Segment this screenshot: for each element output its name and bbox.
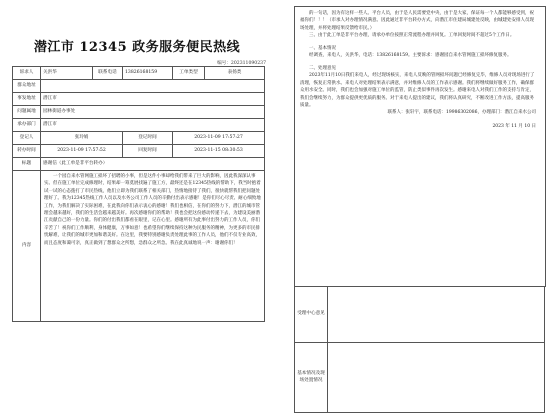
event-address-value: 潜江市 (41, 93, 265, 106)
work-order-form (12, 66, 265, 322)
section-basic-heading: 一、基本情况 (309, 45, 336, 51)
dept-label: 承办部门 (13, 119, 41, 132)
subject-value: 感谢信（此工单是非平台转办） (41, 158, 265, 171)
phone-value: 13826168159 (123, 67, 173, 80)
form-row-caller (13, 67, 265, 80)
left-page (4, 2, 270, 416)
area-label: 问题属地 (13, 106, 41, 119)
right-page (282, 2, 554, 416)
review-row (295, 287, 545, 343)
transfer-label: 转办时间 (13, 145, 41, 158)
area-value: 园林街道办事处 (41, 106, 265, 119)
feedback-row (295, 343, 545, 413)
register-time-value: 2023-11-09 17:57:27 (173, 132, 265, 145)
form-row-event (13, 93, 265, 106)
deadline-label: 回复时间 (123, 145, 173, 158)
document-title: 潜江市 12345 政务服务便民热线 (33, 40, 241, 55)
form-row-transfer (13, 145, 265, 158)
review-value (328, 287, 545, 343)
content-text: 一个园自来水管网施工损坏了招聘的小事，但是这件小事却给我们带来了巨大的影响，因此我深深认事实。但在施工单位完成修理时，结果却一筹莫展找遍了施工方，最终还是在12345热线的帮助下，我当时抱着试一试的心态拨打了市民热线，他们立即为我们联系了相关部门，热情地接待了我们，很快就帮我们把问题处理好了。我为12345热线工作人员以及水务公司工作人员的辛勤付出表示感谢！是你们尽心尽责、耐心细致地工作，为我们解决了实际困难，在此我向你们表示衷心的感谢！我们也相信，在你们的努力下，潜江的城市管理会越来越好，我们的生活会越来越美好。再次感谢你们的帮助！我也会把这份感动传递下去，为建设美丽潜江贡献自己的一份力量。你们的付出我们都看在眼里，记在心里。感谢所有为此事付出努力的工作人员，你们辛苦了！祝你们工作顺利，身体健康，万事如意！也希望你们继续保持这种为民服务的精神，为更多的市民排忧解难，让我们的城市更加和谐美好。在这里，我要特别感谢负责处理此事的工作人员，他们不仅专业高效，而且态度和蔼可亲，真正做到了想群众之所想，急群众之所急。我在此真诚地说一声：谢谢你们！ (44, 174, 261, 246)
event-address-label: 事发地址 (13, 93, 41, 106)
registrar-value: 张玲娟 (41, 132, 123, 145)
right-paragraph-1: 的一句话，因为有这样一些人。平台人员，由于是人民需要党中央，由于是大家，保证每一个人都能够感受到，祝福你们！！！（市承人对办理情况满意。因此通过非平台转办方式，向潜江市住建局城建处反映，由城建处安排人员现场处理，并将处理结果反馈给市民。） (300, 11, 534, 31)
right-body-text (300, 10, 536, 130)
feedback-label: 基本情况及现场处置情况 (295, 343, 328, 413)
group-address-value (41, 80, 265, 93)
type-label: 工单类型 (173, 67, 205, 80)
form-row-subject (13, 158, 265, 171)
right-paragraph-3: 经调查，来电人，关洪华，电话：13826168159。主要诉求：感谢园自来水管网施工损坏修复服务。 (309, 53, 512, 59)
dept-value: 潜江市 (41, 119, 265, 132)
type-value: 表扬类 (205, 67, 265, 80)
contact-line: 联系人：张轩宇，联系电话：19986302086，办理部门：潜江自来水公司 (387, 110, 536, 116)
review-label: 受理中心意见 (295, 287, 328, 343)
phone-label: 联系电话 (93, 67, 123, 80)
form-row-content (13, 171, 265, 322)
group-address-label: 群众地址 (13, 80, 41, 93)
feedback-value (328, 343, 545, 413)
registrar-label: 登记人 (13, 132, 41, 145)
caller-value: 关洪华 (41, 67, 93, 80)
content-label: 内容 (13, 171, 41, 322)
review-table (294, 286, 545, 413)
caller-label: 诉求人 (13, 67, 41, 80)
reply-date: 2023 年 11 月 10 日 (492, 123, 536, 129)
transfer-value: 2023-11-09 17:57:52 (41, 145, 123, 158)
section-opinion-heading: 二、处理意见 (309, 65, 336, 71)
document-number: 编号：202311090237 (217, 61, 266, 66)
subject-label: 标题 (13, 158, 41, 171)
form-row-group (13, 80, 265, 93)
form-row-register (13, 132, 265, 145)
form-row-dept (13, 119, 265, 132)
right-paragraph-4: 2023年11月10日我们来电人，经过现场核实，来电人反映的管网损坏问题已经修复完毕，维修人员对现场进行了清理，恢复正常供水。来电人对处理结果表示满意，并对维修人员的工作表示感谢。我们将继续做好服务工作，确保群众用水安全。同时，我们也会加强对施工单位的监管，防止类似事件再次发生。感谢来电人对我们工作的支持与肯定，我们会继续努力，为群众提供更优质的服务。对于来电人提出的建议，我们将认真研究，不断改进工作方法，提高服务质量。 (300, 73, 535, 108)
deadline-value: 2023-11-15 08:30:53 (173, 145, 265, 158)
right-paragraph-2: 三、由于此工单是非平台办理，请承办单位按照正常流程办理并回复。工单回复时间不超过5个工作日。 (309, 33, 515, 39)
register-time-label: 登记时间 (123, 132, 173, 145)
form-row-area (13, 106, 265, 119)
